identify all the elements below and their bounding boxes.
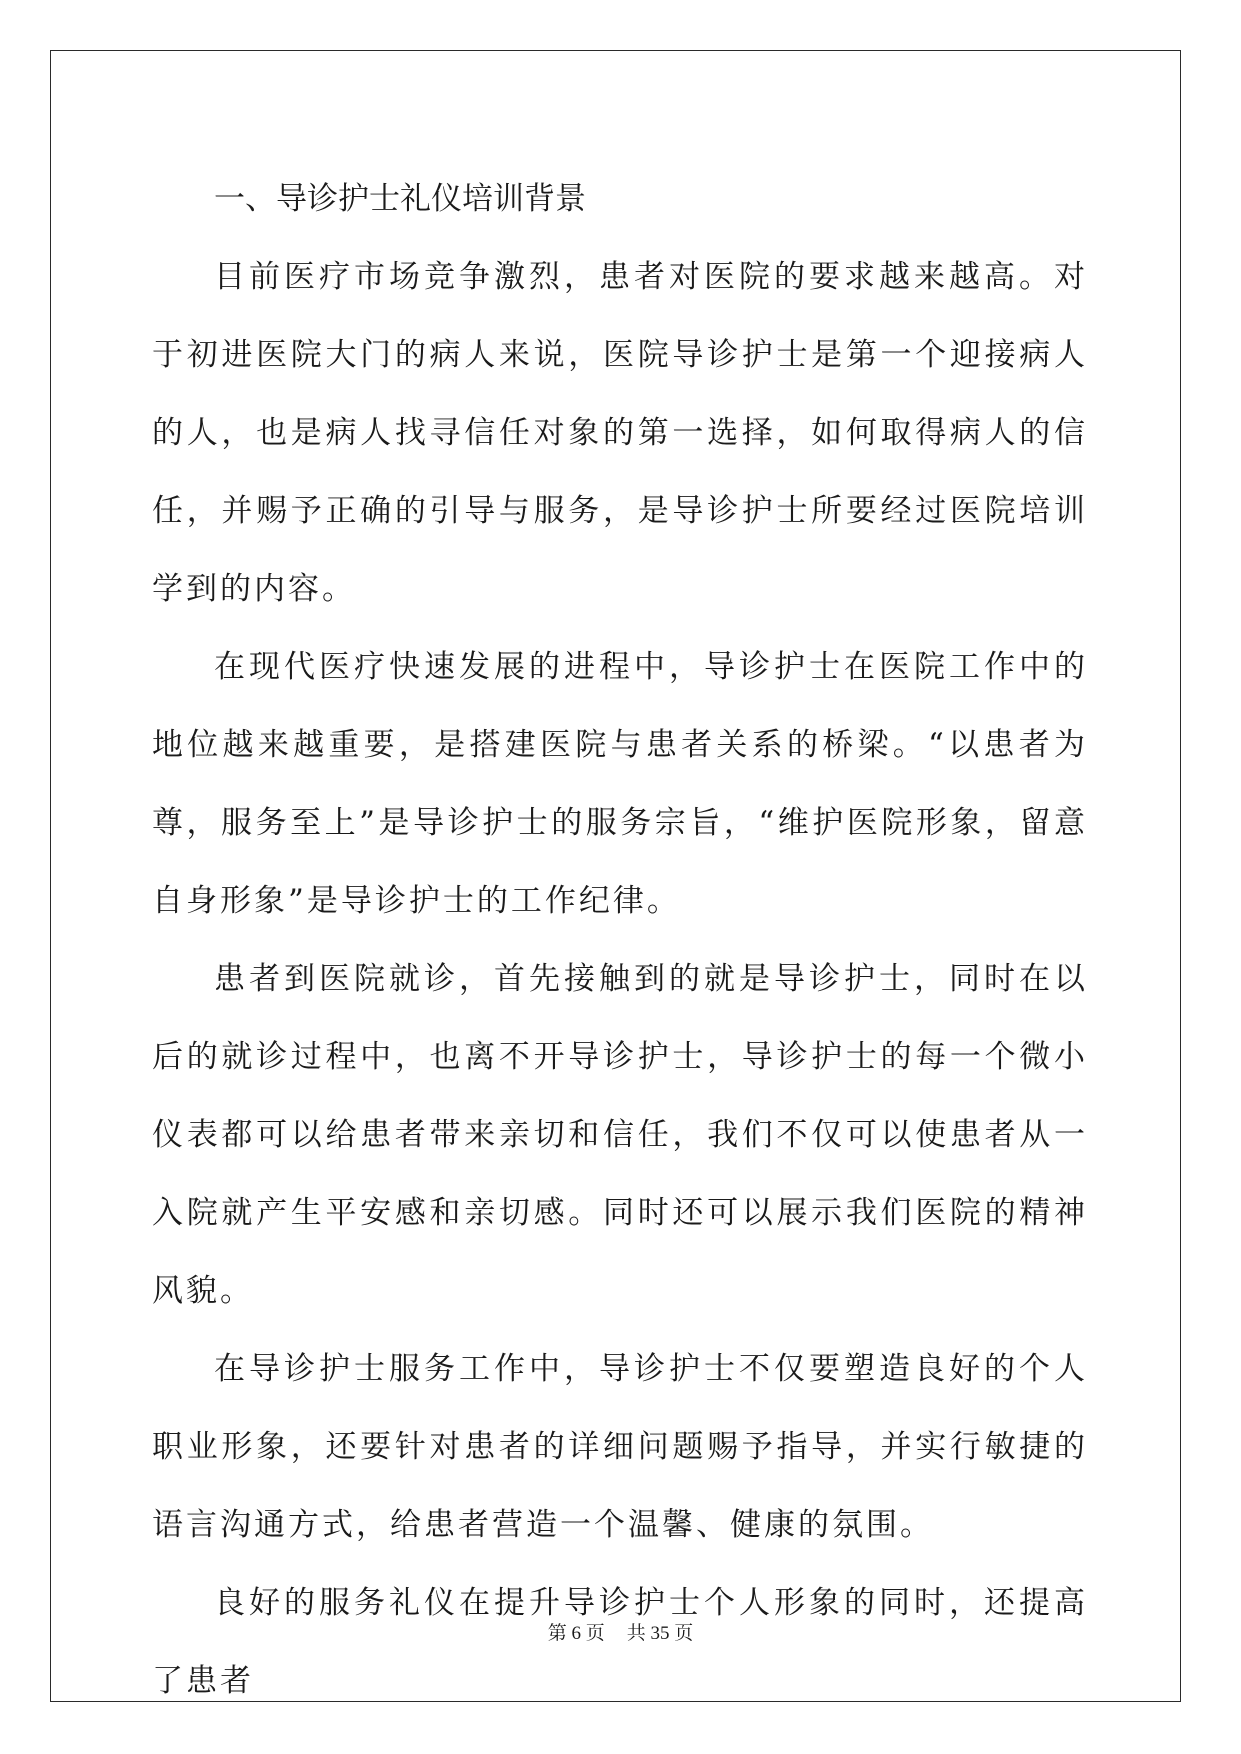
- paragraph-5: 良好的服务礼仪在提升导诊护士个人形象的同时，还提高了患者: [152, 1585, 1088, 1699]
- paragraph-4: 在导诊护士服务工作中，导诊护士不仅要塑造良好的个人职业形象，还要针对患者的详细问题赐予指导，并实行敏捷的语言沟通方式，给患者营造一个温馨、健康的氛围。: [152, 1351, 1088, 1543]
- page-number: 第 6 页: [547, 1623, 605, 1644]
- document-body: [152, 160, 1088, 1720]
- paragraph-2: 在现代医疗快速发展的进程中，导诊护士在医院工作中的地位越来越重要，是搭建医院与患者关系的桥梁。“以患者为尊，服务至上”是导诊护士的服务宗旨，“维护医院形象，留意自身形象”是导诊护士的工作纪律。: [152, 649, 1088, 919]
- paragraph-1: 目前医疗市场竞争激烈，患者对医院的要求越来越高。对于初进医院大门的病人来说，医院导诊护士是第一个迎接病人的人，也是病人找寻信任对象的第一选择，如何取得病人的信任，并赐予正确的引导与服务，是导诊护士所要经过医院培训学到的内容。: [152, 259, 1088, 607]
- page-total: 共 35 页: [626, 1623, 694, 1644]
- paragraph-3: 患者到医院就诊，首先接触到的就是导诊护士，同时在以后的就诊过程中，也离不开导诊护士，导诊护士的每一个微小仪表都可以给患者带来亲切和信任，我们不仅可以使患者从一入院就产生平安感和亲切感。同时还可以展示我们医院的精神风貌。: [152, 961, 1088, 1309]
- page-footer: [0, 1618, 1241, 1645]
- section-heading: 一、导诊护士礼仪培训背景: [214, 181, 586, 217]
